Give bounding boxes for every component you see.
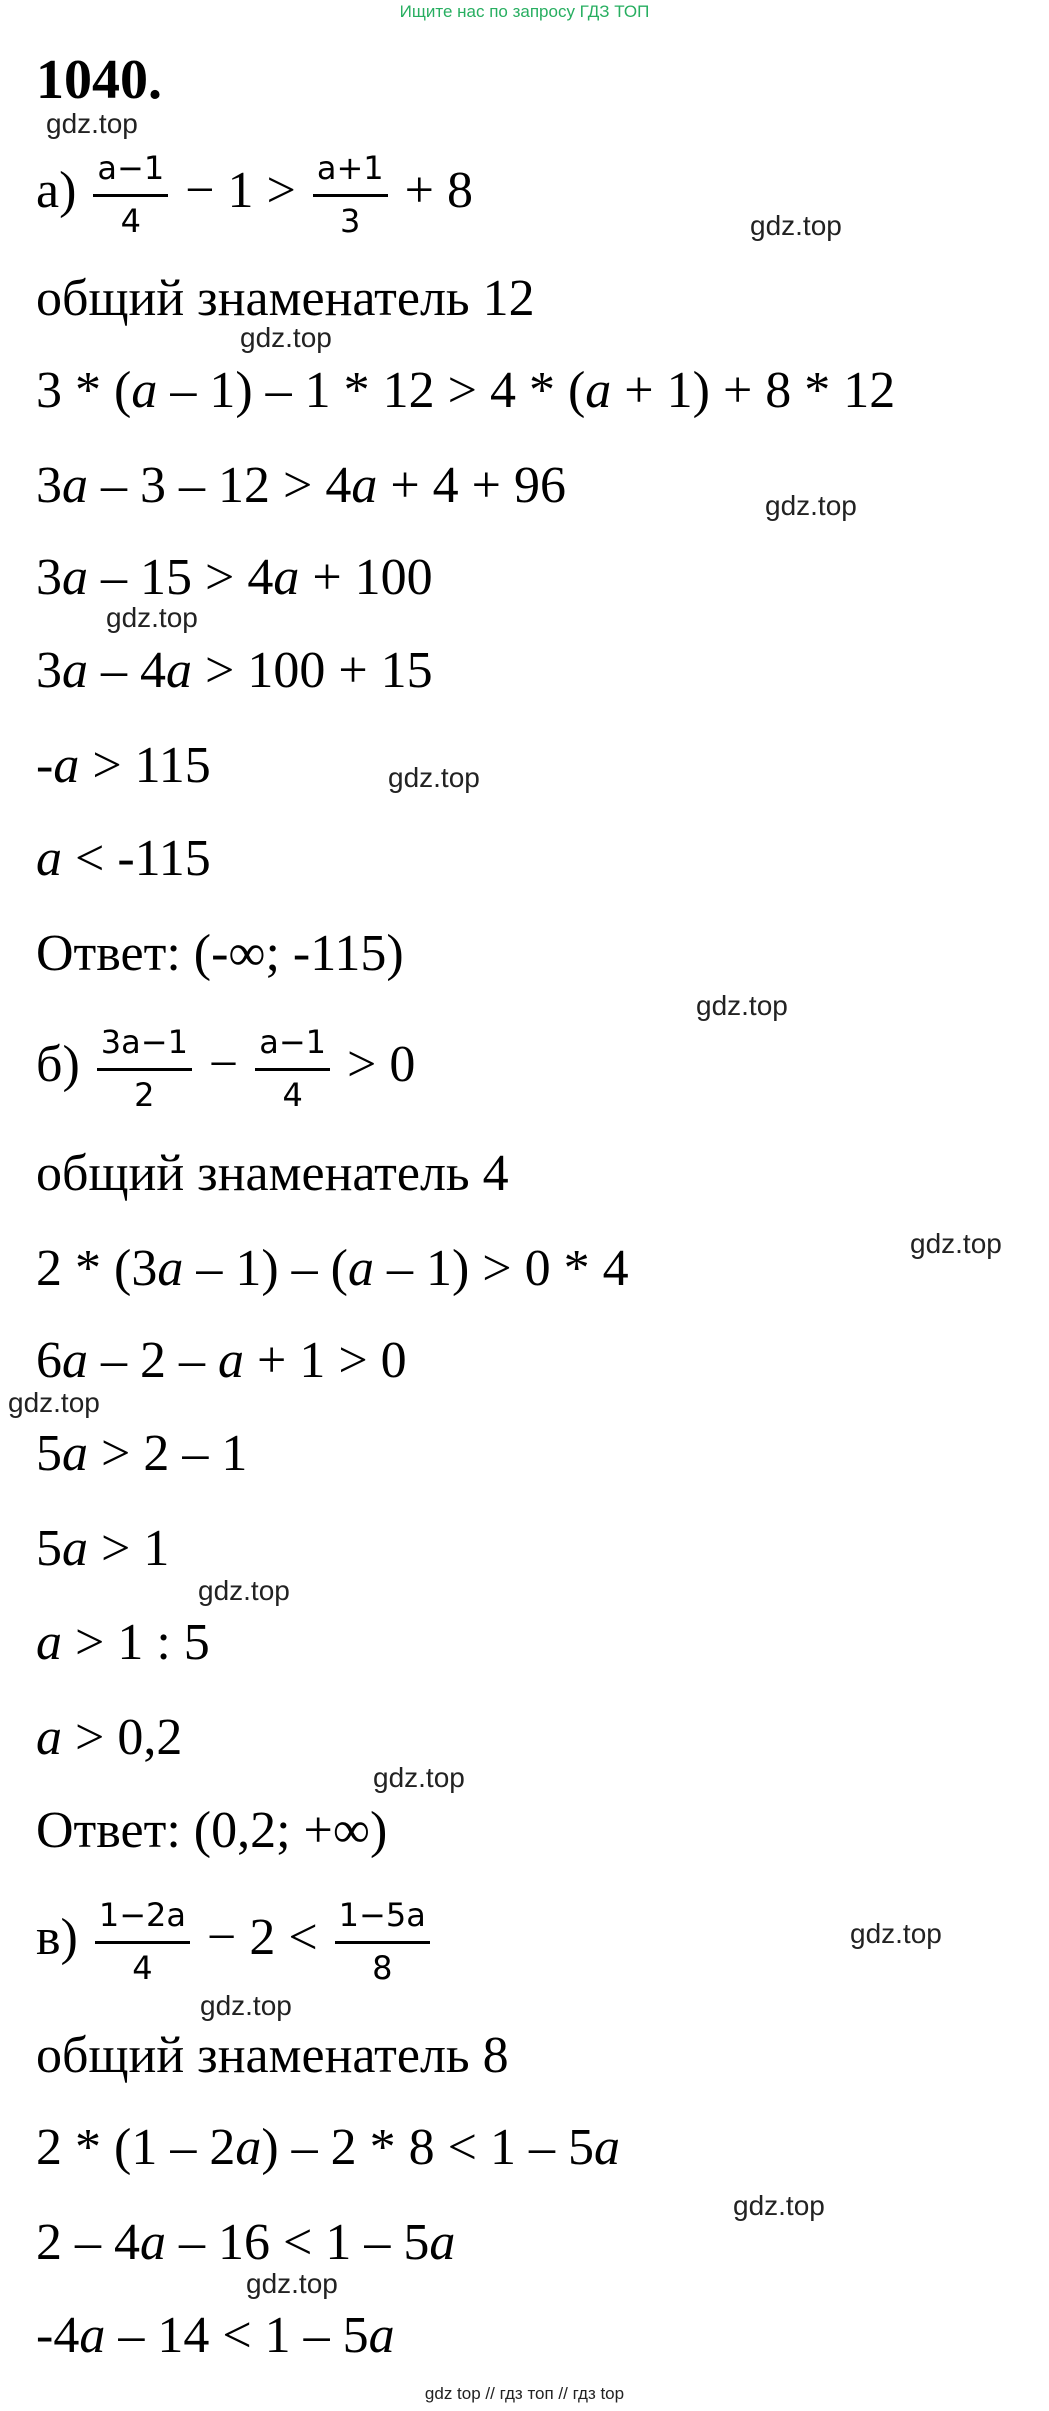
part-a-fraction-1: $\frac{a-1}{4}$	[93, 148, 168, 242]
math-line: 3a – 3 – 12 > 4a + 4 + 96	[36, 457, 566, 514]
part-b-header	[36, 1022, 415, 1116]
watermark: gdz.top	[46, 108, 138, 139]
watermark: gdz.top	[240, 322, 332, 353]
watermark: gdz.top	[696, 990, 788, 1021]
watermark: gdz.top	[388, 762, 480, 793]
part-a-tail: + 8	[404, 162, 473, 220]
part-c-header	[36, 1895, 434, 1989]
watermark: gdz.top	[850, 1918, 942, 1949]
math-line: a < -115	[36, 830, 211, 887]
part-c-mid: − 2 <	[207, 1909, 318, 1967]
answer-line: Ответ: (-∞; -115)	[36, 925, 404, 982]
part-c-label: в)	[36, 1909, 78, 1967]
part-b-mid: −	[208, 1036, 239, 1094]
math-line: 6a – 2 – a + 1 > 0	[36, 1332, 407, 1389]
watermark: gdz.top	[198, 1575, 290, 1606]
problem-number: 1040.	[36, 49, 162, 111]
part-c-fraction-1: $\frac{1-2a}{4}$	[95, 1895, 190, 1989]
watermark: gdz.top	[750, 210, 842, 241]
math-line: 2 – 4a – 16 < 1 – 5a	[36, 2214, 456, 2271]
watermark: gdz.top	[106, 602, 198, 633]
math-line: a > 0,2	[36, 1709, 183, 1766]
math-line: общий знаменатель 8	[36, 2027, 509, 2084]
watermark: gdz.top	[246, 2268, 338, 2299]
footer-watermark: gdz top // гдз топ // гдз top	[424, 2384, 625, 2403]
part-a-fraction-2: $\frac{a+1}{3}$	[313, 148, 388, 242]
part-a-header	[36, 148, 473, 242]
math-line: 3a – 4a > 100 + 15	[36, 642, 433, 699]
math-line: общий знаменатель 12	[36, 270, 535, 327]
part-a-mid: − 1 >	[185, 162, 296, 220]
watermark: gdz.top	[200, 1990, 292, 2021]
part-b-tail: > 0	[347, 1036, 416, 1094]
watermark: gdz.top	[733, 2190, 825, 2221]
part-b-fraction-1: $\frac{3a-1}{2}$	[97, 1022, 192, 1116]
math-line: 3 * (a – 1) – 1 * 12 > 4 * (a + 1) + 8 * 12	[36, 362, 896, 419]
math-line: общий знаменатель 4	[36, 1145, 509, 1202]
math-line: -a > 115	[36, 737, 211, 794]
answer-line: Ответ: (0,2; +∞)	[36, 1802, 388, 1859]
math-line: 5a > 1	[36, 1520, 170, 1577]
watermark: gdz.top	[910, 1228, 1002, 1259]
math-line: -4a – 14 < 1 – 5a	[36, 2307, 395, 2364]
math-line: 2 * (3a – 1) – (a – 1) > 0 * 4	[36, 1240, 629, 1297]
top-banner: Ищите нас по запросу ГДЗ ТОП	[399, 2, 650, 21]
math-line: 2 * (1 – 2a) – 2 * 8 < 1 – 5a	[36, 2119, 620, 2176]
watermark: gdz.top	[373, 1762, 465, 1793]
math-line: 3a – 15 > 4a + 100	[36, 549, 433, 606]
part-a-label: а)	[36, 162, 77, 220]
part-b-label: б)	[36, 1036, 80, 1094]
watermark: gdz.top	[765, 490, 857, 521]
watermark: gdz.top	[8, 1387, 100, 1418]
math-line: a > 1 : 5	[36, 1614, 210, 1671]
math-line: 5a > 2 – 1	[36, 1425, 248, 1482]
part-b-fraction-2: $\frac{a-1}{4}$	[255, 1022, 330, 1116]
part-c-fraction-2: $\frac{1-5a}{8}$	[335, 1895, 430, 1989]
